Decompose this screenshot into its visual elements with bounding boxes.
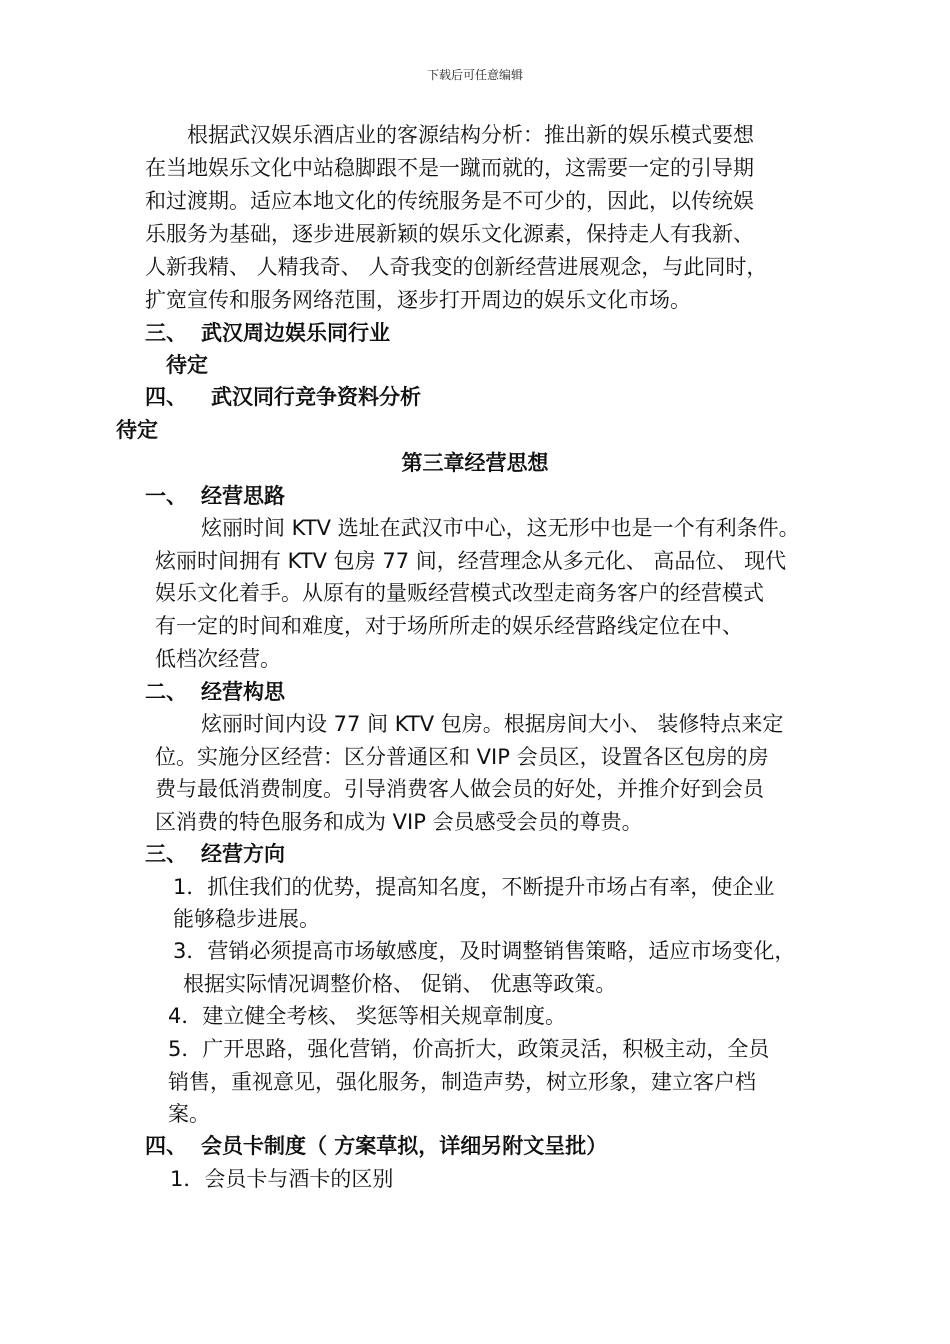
intro-line: 乐服务为基础，逐步进展新颖的娱乐文化源素，保持走人有我新、	[145, 222, 754, 246]
body-line: 费与最低消费制度。引导消费客人做会员的好处，并推介好到会员	[155, 777, 764, 801]
body-line: 位。实施分区经营：区分普通区和 VIP 会员区，设置各区包房的房	[155, 745, 769, 769]
section-heading: 武汉周边娱乐同行业	[201, 321, 390, 345]
section-number: 三、	[145, 321, 187, 345]
body-line: 区消费的特色服务和成为 VIP 会员感受会员的尊贵。	[155, 810, 643, 834]
section-number: 三、	[145, 842, 187, 866]
section-heading: 会员卡制度（ 方案草拟，详细另附文呈批）	[201, 1134, 608, 1158]
intro-line: 和过渡期。适应本地文化的传统服务是不可少的，因此，以传统娱	[145, 189, 754, 213]
list-item: 3．营销必须提高市场敏感度，及时调整销售策略，适应市场变化，	[173, 939, 796, 963]
body-line: 炫丽时间 KTV 选址在武汉市中心，这无形中也是一个有利条件。	[201, 516, 800, 540]
chapter-title: 第三章经营思想	[401, 451, 549, 475]
section-body: 待定	[166, 353, 208, 377]
section-body: 待定	[116, 418, 158, 442]
section-number: 四、	[145, 385, 187, 409]
body-line: 低档次经营。	[155, 647, 281, 671]
section-heading: 经营方向	[201, 842, 285, 866]
body-line: 炫丽时间拥有 KTV 包房 77 间，经营理念从多元化、 高品位、 现代	[155, 549, 787, 573]
list-item: 1．会员卡与酒卡的区别	[170, 1167, 394, 1191]
list-item: 5．广开思路，强化营销，价高折大，政策灵活，积极主动，全员	[168, 1037, 770, 1061]
list-item: 4．建立健全考核、 奖惩等相关规章制度。	[168, 1004, 567, 1028]
section-number: 四、	[145, 1134, 187, 1158]
section-heading: 经营构思	[201, 680, 285, 704]
list-item: 根据实际情况调整价格、 促销、 优惠等政策。	[183, 972, 617, 996]
section-number: 一、	[145, 484, 187, 508]
intro-line: 扩宽宣传和服务网络范围，逐步打开周边的娱乐文化市场。	[145, 288, 691, 312]
list-item: 销售，重视意见，强化服务，制造声势，树立形象，建立客户档	[168, 1070, 756, 1094]
body-line: 有一定的时间和难度，对于场所所走的娱乐经营路线定位在中、	[155, 614, 743, 638]
intro-line: 根据武汉娱乐酒店业的客源结构分析：推出新的娱乐模式要想	[187, 123, 754, 147]
intro-line: 在当地娱乐文化中站稳脚跟不是一蹴而就的，这需要一定的引导期	[145, 156, 754, 180]
list-item: 能够稳步进展。	[173, 907, 320, 931]
page-header: 下载后可任意编辑	[426, 68, 523, 82]
body-line: 娱乐文化着手。从原有的量贩经营模式改型走商务客户的经营模式	[155, 581, 764, 605]
section-number: 二、	[145, 680, 187, 704]
list-item: 1．抓住我们的优势，提高知名度，不断提升市场占有率，使企业	[173, 875, 775, 899]
body-line: 炫丽时间内设 77 间 KTV 包房。根据房间大小、 装修特点来定	[201, 712, 784, 736]
section-heading: 经营思路	[201, 484, 285, 508]
intro-line: 人新我精、 人精我奇、 人奇我变的创新经营进展观念，与此同时，	[145, 255, 768, 279]
section-heading: 武汉同行竞争资料分析	[211, 385, 421, 409]
list-item: 案。	[168, 1102, 210, 1126]
